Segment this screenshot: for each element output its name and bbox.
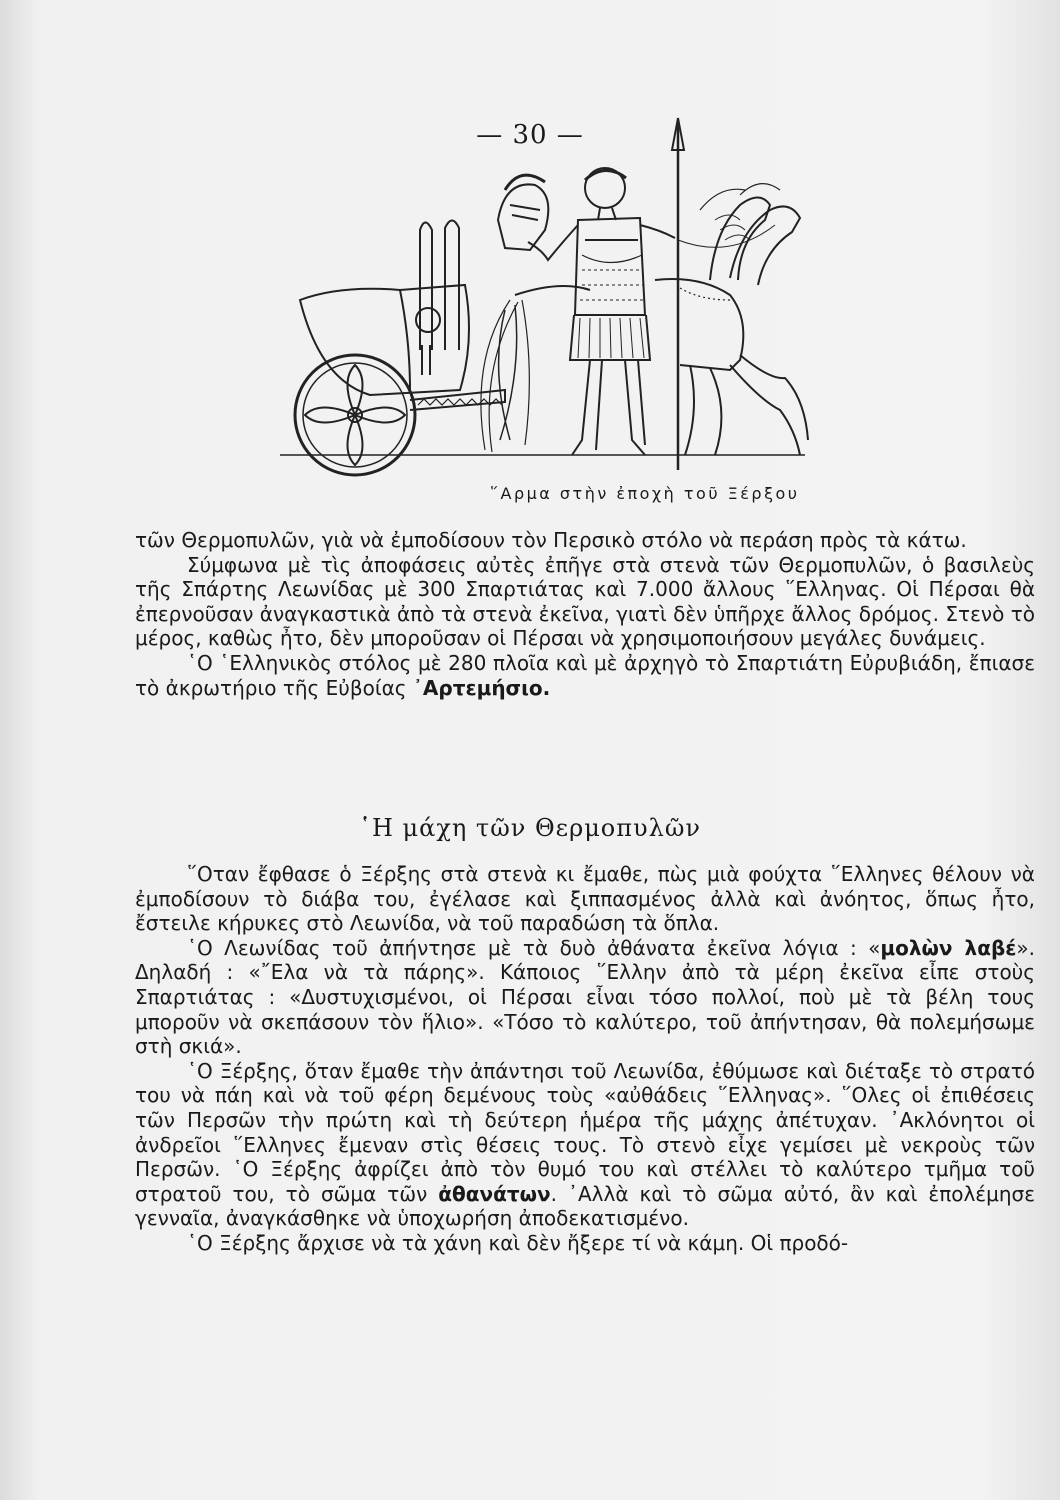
paragraph-4: ῞Οταν ἔφθασε ὁ Ξέρξης στὰ στενὰ κι ἔμαθε, πὼς μιὰ φούχτα ῞Ελληνες θέλουν νὰ ἐμποδίσουν τὸ διάβα του, ἐγέλασε καὶ ξιππασμένος ἀλλὰ καὶ ἀνόητος, ὅπως ἦτο, ἔστειλε κήρυκες στὸ Λεωνίδα, νὰ τοῦ παραδώση τὰ ὅπλα.	[135, 862, 1035, 936]
term-immortals: ἀθανάτων	[438, 1181, 551, 1206]
paragraph-1: τῶν Θερμοπυλῶν, γιὰ νὰ ἐμποδίσουν τὸν Περσικὸ στόλο νὰ περάση πρὸς τὰ κάτω.	[135, 528, 967, 552]
place-name-artemision: ᾿Αρτεμήσιο.	[412, 675, 551, 700]
quote-molon-labe: μολὼν λαβέ	[880, 935, 1017, 960]
paragraph-2: Σύμφωνα μὲ τὶς ἀποφάσεις αὐτὲς ἐπῆγε στὰ στενὰ τῶν Θερμοπυλῶν, ὁ βασιλεὺς τῆς Σπάρτης Λεωνίδας μὲ 300 Σπαρτιάτας καὶ 7.000 ἄλλους ῞Ελληνας. Οἱ Πέρσαι θὰ ἐπερνοῦσαν ἀναγκαστικὰ ἀπὸ τὰ στενὰ ἐκεῖνα, γιατὶ δὲν ὑπῆρχε ἄλλος δρόμος. Στενὸ τὸ μέρος, καθὼς ἦτο, δὲν μποροῦσαν οἱ Πέρσαι νὰ χρησιμοποιήσουν μεγάλες δυνάμεις.	[135, 552, 1035, 651]
paragraph-3	[135, 651, 1035, 700]
page-number: — 30 —	[476, 120, 584, 150]
paragraph-5-part-a: ῾Ο Λεωνίδας τοῦ ἀπήντησε μὲ τὰ δυὸ ἀθάνατα ἐκεῖνα λόγια : «	[187, 935, 881, 960]
paragraph-6-part-b: . ᾿Αλλὰ καὶ τὸ σῶμα αὐτό, ἂν καὶ ἐπολέμησε γενναῖα, ἀναγκάσθηκε νὰ ὑποχωρήση ἀποδεκατισμένο.	[135, 1181, 1036, 1231]
text-block-1	[135, 528, 1035, 700]
paragraph-6	[135, 1059, 1035, 1231]
chariot-illustration	[260, 110, 820, 480]
paragraph-5-part-b: ». Δηλαδή : «῎Ελα νὰ τὰ πάρης». Κάποιος ῞Ελλην ἀπὸ τὰ μέρη ἐκεῖνα εἶπε στοὺς Σπαρτιάτας : «Δυστυχισμένοι, οἱ Πέρσαι εἶναι τόσο πολλοί, ποὺ μὲ τὰ βέλη τους μποροῦν νὰ σκεπάσουν τὸν ἥλιο». «Τόσο τὸ καλύτερο, τοῦ ἀπήντησαν, θὰ πολεμήσωμε στὴ σκιά».	[135, 935, 1035, 1059]
paragraph-6-part-a: ῾Ο Ξέρξης, ὅταν ἔμαθε τὴν ἀπάντησι τοῦ Λεωνίδα, ἐθύμωσε καὶ διέταξε τὸ στρατό του νὰ πάη καὶ νὰ τοῦ φέρη δεμένους τοὺς «αὐθάδεις ῞Ελληνας». ῞Ολες οἱ ἐπιθέσεις τῶν Περσῶν τὴν πρώτη καὶ τὴ δεύτερη ἡμέρα τῆς μάχης ἀπέτυχαν. ᾿Ακλόνητοι οἱ ἀνδρεῖοι ῞Ελληνες ἔμεναν στὶς θέσεις τους. Τὸ στενὸ εἶχε γεμίσει μὲ νεκροὺς τῶν Περσῶν. ῾Ο Ξέρξης ἀφρίζει ἀπὸ τὸν θυμό του καὶ στέλλει τὸ καλύτερο τμῆμα τοῦ στρατοῦ του, τὸ σῶμα τῶν	[135, 1058, 1035, 1206]
paragraph-5	[135, 936, 1035, 1059]
paragraph-7: ῾Ο Ξέρξης ἄρχισε νὰ τὰ χάνη καὶ δὲν ἤξερε τί νὰ κάμη. Οἱ προδό-	[187, 1230, 849, 1255]
paragraph-3-text: ῾Ο ῾Ελληνικὸς στόλος μὲ 280 πλοῖα καὶ μὲ ἀρχηγὸ τὸ Σπαρτιάτη Εὐρυβιάδη, ἔπιασε τὸ ἀκρωτήριο τῆς Εὐβοίας	[135, 650, 1035, 700]
section-title: ῾Η μάχη τῶν Θερμοπυλῶν	[359, 814, 701, 842]
text-block-2	[135, 862, 1035, 1256]
figure-caption: ῞Αρμα στὴν ἐποχὴ τοῦ Ξέρξου	[490, 484, 800, 503]
